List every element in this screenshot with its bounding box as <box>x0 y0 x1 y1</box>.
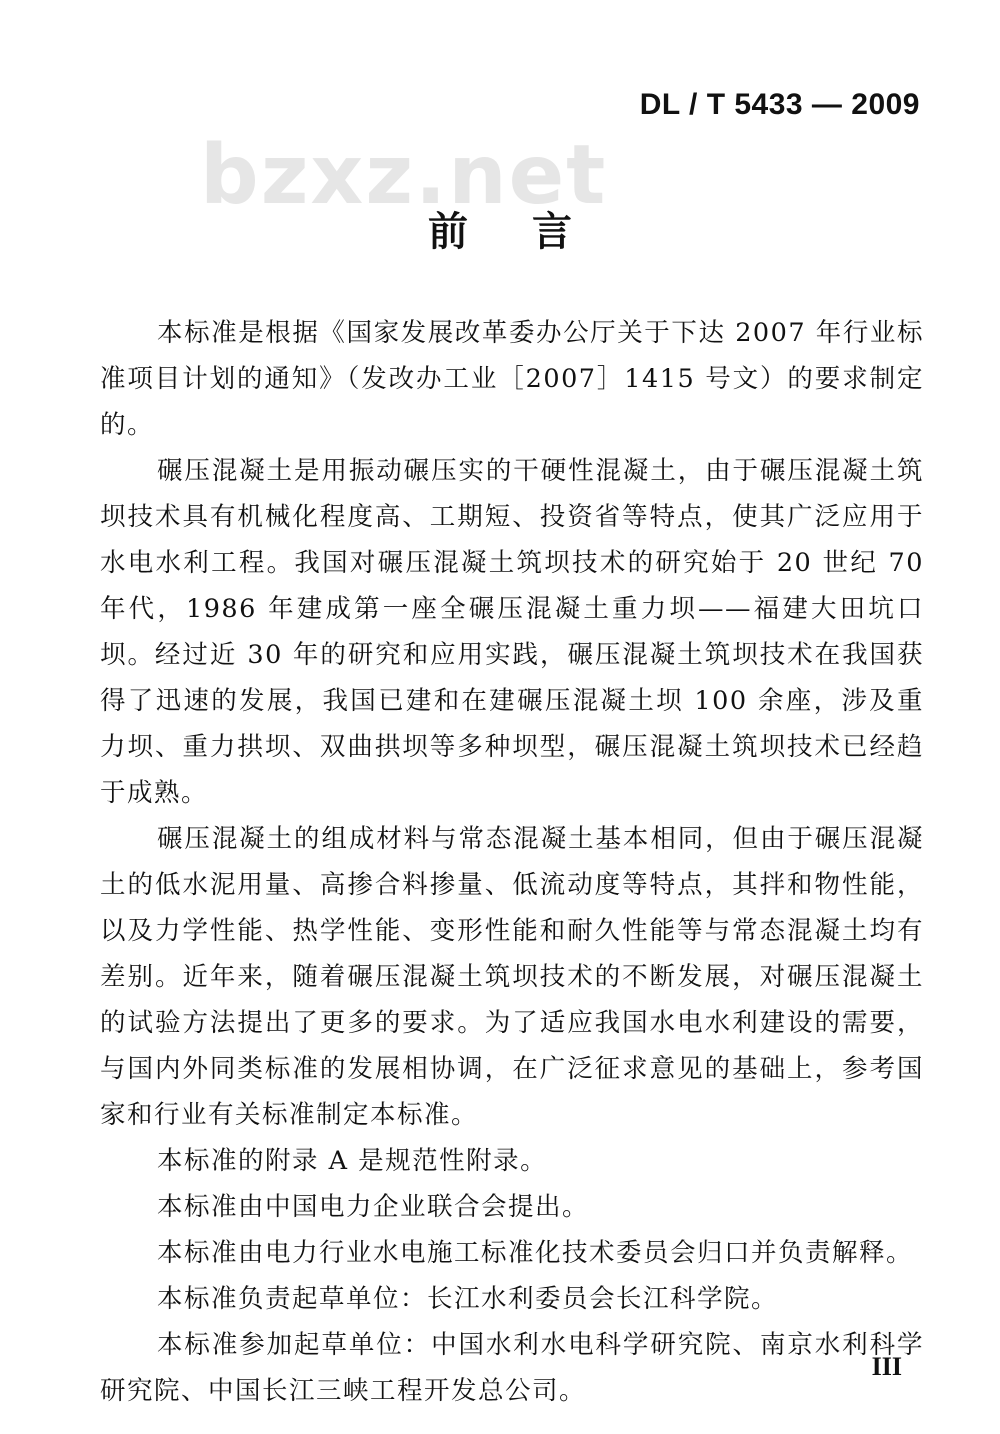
paragraph-appendix: 本标准的附录 A 是规范性附录。 <box>157 1146 548 1176</box>
paragraph-lead-drafter: 本标准负责起草单位：长江水利委员会长江科学院。 <box>157 1284 779 1314</box>
paragraph-administration: 本标准由电力行业水电施工标准化技术委员会归口并负责解释。 <box>157 1238 914 1268</box>
page-number: III <box>871 1352 902 1381</box>
standard-code: DL / T 5433 — 2009 <box>639 88 920 121</box>
paragraph-basis: 本标准是根据《国家发展改革委办公厅关于下达 2007 年行业标准项目计划的通知》（发改办工业［2007］1415 号文）的要求制定的。 <box>100 318 924 440</box>
paragraph-rationale: 碾压混凝土的组成材料与常态混凝土基本相同，但由于碾压混凝土的低水泥用量、高掺合料掺量、低流动度等特点，其拌和物性能，以及力学性能、热学性能、变形性能和耐久性能等与常态混凝土均有差别。近年来，随着碾压混凝土筑坝技术的不断发展，对碾压混凝土的试验方法提出了更多的要求。为了适应我国水电水利建设的需要，与国内外同类标准的发展相协调，在广泛征求意见的基础上，参考国家和行业有关标准制定本标准。 <box>100 824 924 1130</box>
paragraph-co-drafters: 本标准参加起草单位：中国水利水电科学研究院、南京水利科学研究院、中国长江三峡工程开发总公司。 <box>100 1330 924 1406</box>
paragraph-proposer: 本标准由中国电力企业联合会提出。 <box>157 1192 590 1222</box>
body-text <box>100 310 924 1414</box>
page-title: 前言 <box>428 209 636 255</box>
paragraph-background: 碾压混凝土是用振动碾压实的干硬性混凝土，由于碾压混凝土筑坝技术具有机械化程度高、工期短、投资省等特点，使其广泛应用于水电水利工程。我国对碾压混凝土筑坝技术的研究始于 20 世纪 70 年代，1986 年建成第一座全碾压混凝土重力坝——福建大田坑口坝。经过近 30 年的研究和应用实践，碾压混凝土筑坝技术在我国获得了迅速的发展，我国已建和在建碾压混凝土坝 100 余座，涉及重力坝、重力拱坝、双曲拱坝等多种坝型，碾压混凝土筑坝技术已经趋于成熟。 <box>100 456 924 808</box>
watermark: bzxz.net <box>200 128 608 223</box>
